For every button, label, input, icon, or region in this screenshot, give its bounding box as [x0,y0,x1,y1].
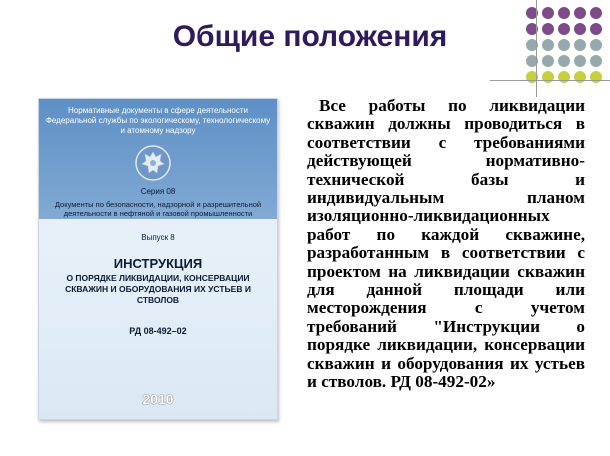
cover-subtitle: О ПОРЯДКЕ ЛИКВИДАЦИИ, КОНСЕРВАЦИИ СКВАЖИН И ОБОРУДОВАНИЯ ИХ УСТЬЕВ И СТВОЛОВ [65,273,251,305]
cover-issue: Выпуск 8 [141,233,175,242]
decorative-dot [542,39,554,51]
double-headed-eagle-emblem-icon [133,143,173,183]
decorative-dot [590,55,602,67]
decorative-dot [590,7,602,19]
decorative-dot [558,39,570,51]
cover-year: 2010 [142,391,174,407]
decorative-dot-grid [526,7,602,83]
cover-code: РД 08-492–02 [129,326,187,336]
decorative-dot [574,7,586,19]
decorative-dot [542,71,554,83]
decorative-dot [590,23,602,35]
decorative-dot [542,23,554,35]
decorative-dot [542,55,554,67]
book-cover-image [38,98,278,420]
decorative-horizontal-line [490,80,610,81]
cover-title: ИНСТРУКЦИЯ [113,256,203,271]
decorative-dot [558,23,570,35]
decorative-dot [558,71,570,83]
cover-doc-type: Документы по безопасности, надзорной и разрешительной деятельности в нефтяной и газовой промышленности [54,200,262,218]
decorative-dot [590,71,602,83]
decorative-dot [574,71,586,83]
decorative-dot [542,7,554,19]
slide-title: Общие положения [172,20,448,53]
decorative-dot [574,39,586,51]
decorative-dot [574,23,586,35]
decorative-vertical-line [536,0,537,97]
decorative-dot [590,39,602,51]
decorative-dot [558,7,570,19]
cover-series: Серия 08 [140,187,176,196]
decorative-dot [558,55,570,67]
decorative-dot [574,55,586,67]
cover-header: Нормативные документы в сфере деятельности Федеральной службы по экологическому, технологическому и атомному надзору [45,106,271,135]
body-paragraph: Все работы по ликвидации скважин должны проводиться в соответствии с требованиями действующей нормативно-технической базы и индивидуальным планом изоляционно-ликвидационных работ по каждой скважине, разработанным в соответствии с проектом на ликвидации скважин для данной площади или месторождения с учетом требований "Инструкции о порядке ликвидации, консервации скважин и оборудования их устьев и стволов. РД 08-492-02» [307,96,585,392]
